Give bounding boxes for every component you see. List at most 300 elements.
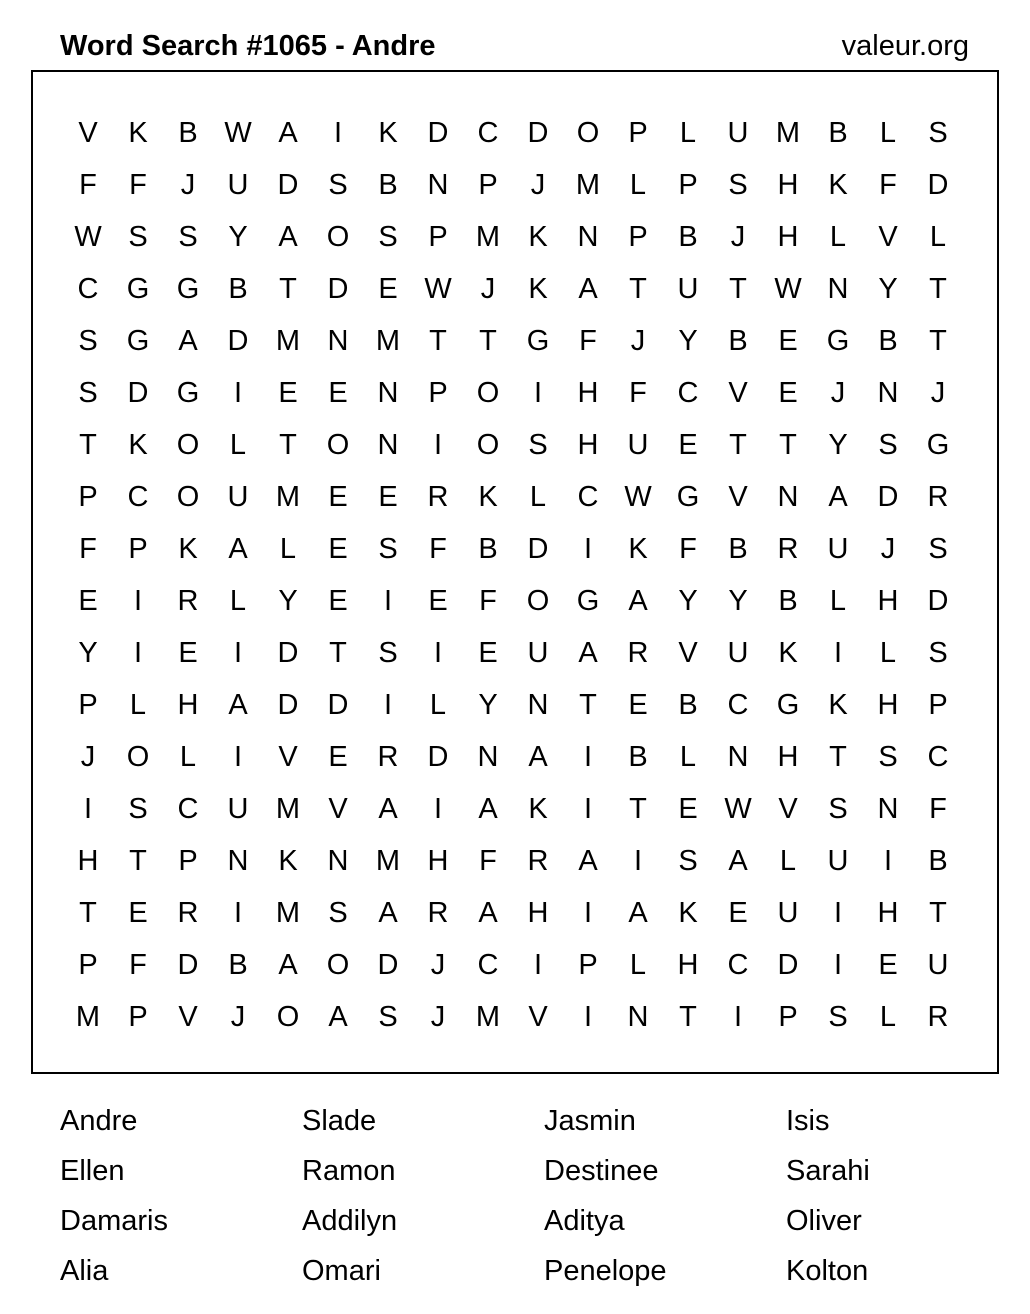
- grid-cell[interactable]: C: [927, 740, 949, 773]
- grid-cell[interactable]: I: [883, 844, 893, 877]
- grid-cell[interactable]: I: [733, 1000, 743, 1033]
- grid-cell[interactable]: L: [679, 740, 697, 773]
- grid-cell[interactable]: F: [929, 792, 947, 825]
- grid-cell[interactable]: P: [78, 480, 98, 513]
- grid-cell[interactable]: L: [829, 584, 847, 617]
- grid-cell[interactable]: N: [427, 168, 449, 201]
- grid-cell[interactable]: V: [178, 1000, 198, 1033]
- grid-cell[interactable]: T: [629, 272, 647, 305]
- grid-cell[interactable]: E: [328, 376, 348, 409]
- grid-cell[interactable]: I: [583, 792, 593, 825]
- grid-cell[interactable]: S: [828, 792, 848, 825]
- grid-cell[interactable]: K: [778, 636, 798, 669]
- grid-cell[interactable]: R: [627, 636, 649, 669]
- grid-cell[interactable]: C: [127, 480, 149, 513]
- grid-cell[interactable]: Y: [878, 272, 898, 305]
- grid-cell[interactable]: H: [577, 376, 599, 409]
- grid-cell[interactable]: K: [628, 532, 648, 565]
- grid-cell[interactable]: I: [433, 636, 443, 669]
- grid-cell[interactable]: A: [228, 532, 248, 565]
- grid-cell[interactable]: R: [427, 480, 449, 513]
- grid-cell[interactable]: M: [275, 324, 301, 357]
- grid-cell[interactable]: T: [729, 428, 747, 461]
- grid-cell[interactable]: I: [233, 636, 243, 669]
- grid-cell[interactable]: M: [775, 116, 801, 149]
- grid-cell[interactable]: V: [878, 220, 898, 253]
- grid-cell[interactable]: F: [629, 376, 647, 409]
- grid-cell[interactable]: H: [177, 688, 199, 721]
- grid-cell[interactable]: J: [430, 1000, 446, 1033]
- grid-cell[interactable]: K: [678, 896, 698, 929]
- grid-cell[interactable]: U: [627, 428, 649, 461]
- grid-cell[interactable]: M: [275, 480, 301, 513]
- grid-cell[interactable]: M: [575, 168, 601, 201]
- grid-cell[interactable]: F: [479, 844, 497, 877]
- grid-cell[interactable]: J: [930, 376, 946, 409]
- grid-cell[interactable]: O: [176, 428, 200, 461]
- grid-cell[interactable]: R: [427, 896, 449, 929]
- grid-cell[interactable]: F: [879, 168, 897, 201]
- grid-cell[interactable]: H: [777, 220, 799, 253]
- grid-cell[interactable]: D: [327, 272, 349, 305]
- grid-cell[interactable]: B: [178, 116, 198, 149]
- grid-cell[interactable]: G: [776, 688, 800, 721]
- grid-cell[interactable]: I: [583, 1000, 593, 1033]
- grid-cell[interactable]: N: [727, 740, 749, 773]
- grid-cell[interactable]: B: [728, 324, 748, 357]
- grid-cell[interactable]: O: [526, 584, 550, 617]
- grid-cell[interactable]: A: [478, 792, 498, 825]
- grid-cell[interactable]: J: [630, 324, 646, 357]
- grid-cell[interactable]: I: [133, 584, 143, 617]
- grid-cell[interactable]: H: [527, 896, 549, 929]
- grid-cell[interactable]: I: [233, 740, 243, 773]
- grid-cell[interactable]: V: [78, 116, 98, 149]
- grid-cell[interactable]: D: [277, 636, 299, 669]
- grid-cell[interactable]: B: [828, 116, 848, 149]
- grid-cell[interactable]: C: [177, 792, 199, 825]
- grid-cell[interactable]: J: [830, 376, 846, 409]
- grid-cell[interactable]: N: [477, 740, 499, 773]
- grid-cell[interactable]: J: [730, 220, 746, 253]
- grid-cell[interactable]: M: [375, 844, 401, 877]
- grid-cell[interactable]: E: [178, 636, 198, 669]
- grid-cell[interactable]: I: [533, 376, 543, 409]
- grid-cell[interactable]: D: [377, 948, 399, 981]
- grid-cell[interactable]: L: [879, 116, 897, 149]
- grid-cell[interactable]: Y: [478, 688, 498, 721]
- grid-cell[interactable]: E: [678, 792, 698, 825]
- grid-cell[interactable]: N: [327, 844, 349, 877]
- grid-cell[interactable]: D: [327, 688, 349, 721]
- grid-cell[interactable]: F: [129, 168, 147, 201]
- grid-cell[interactable]: E: [328, 532, 348, 565]
- grid-cell[interactable]: T: [479, 324, 497, 357]
- grid-cell[interactable]: F: [479, 584, 497, 617]
- grid-cell[interactable]: O: [476, 376, 500, 409]
- grid-cell[interactable]: G: [126, 272, 150, 305]
- grid-cell[interactable]: O: [326, 948, 350, 981]
- grid-cell[interactable]: V: [778, 792, 798, 825]
- grid-cell[interactable]: W: [774, 272, 802, 305]
- grid-cell[interactable]: M: [75, 1000, 101, 1033]
- grid-cell[interactable]: S: [378, 636, 398, 669]
- grid-cell[interactable]: J: [230, 1000, 246, 1033]
- grid-cell[interactable]: T: [679, 1000, 697, 1033]
- grid-cell[interactable]: M: [475, 220, 501, 253]
- grid-cell[interactable]: A: [178, 324, 198, 357]
- grid-cell[interactable]: P: [78, 948, 98, 981]
- grid-cell[interactable]: T: [779, 428, 797, 461]
- grid-cell[interactable]: U: [227, 168, 249, 201]
- grid-cell[interactable]: P: [778, 1000, 798, 1033]
- grid-cell[interactable]: V: [728, 480, 748, 513]
- grid-cell[interactable]: H: [427, 844, 449, 877]
- grid-cell[interactable]: B: [378, 168, 398, 201]
- grid-cell[interactable]: T: [929, 896, 947, 929]
- grid-cell[interactable]: U: [827, 844, 849, 877]
- grid-cell[interactable]: L: [229, 584, 247, 617]
- grid-cell[interactable]: R: [927, 1000, 949, 1033]
- grid-cell[interactable]: A: [378, 896, 398, 929]
- grid-cell[interactable]: D: [127, 376, 149, 409]
- grid-cell[interactable]: D: [427, 740, 449, 773]
- grid-cell[interactable]: A: [578, 636, 598, 669]
- grid-cell[interactable]: S: [878, 428, 898, 461]
- grid-cell[interactable]: G: [926, 428, 950, 461]
- grid-cell[interactable]: S: [878, 740, 898, 773]
- grid-cell[interactable]: A: [478, 896, 498, 929]
- grid-cell[interactable]: S: [78, 324, 98, 357]
- grid-cell[interactable]: Y: [678, 324, 698, 357]
- grid-cell[interactable]: G: [176, 272, 200, 305]
- grid-cell[interactable]: J: [530, 168, 546, 201]
- grid-cell[interactable]: S: [378, 220, 398, 253]
- grid-cell[interactable]: F: [429, 532, 447, 565]
- grid-cell[interactable]: S: [828, 1000, 848, 1033]
- grid-cell[interactable]: C: [727, 688, 749, 721]
- grid-cell[interactable]: I: [533, 948, 543, 981]
- grid-cell[interactable]: K: [528, 792, 548, 825]
- grid-cell[interactable]: U: [527, 636, 549, 669]
- grid-cell[interactable]: T: [279, 428, 297, 461]
- grid-cell[interactable]: L: [779, 844, 797, 877]
- grid-cell[interactable]: S: [378, 1000, 398, 1033]
- grid-cell[interactable]: E: [678, 428, 698, 461]
- grid-cell[interactable]: T: [579, 688, 597, 721]
- grid-cell[interactable]: P: [78, 688, 98, 721]
- grid-cell[interactable]: L: [679, 116, 697, 149]
- grid-cell[interactable]: H: [77, 844, 99, 877]
- grid-cell[interactable]: U: [827, 532, 849, 565]
- grid-cell[interactable]: E: [328, 480, 348, 513]
- grid-cell[interactable]: R: [527, 844, 549, 877]
- grid-cell[interactable]: C: [727, 948, 749, 981]
- grid-cell[interactable]: O: [576, 116, 600, 149]
- grid-cell[interactable]: T: [929, 324, 947, 357]
- grid-cell[interactable]: I: [833, 948, 843, 981]
- grid-cell[interactable]: G: [676, 480, 700, 513]
- grid-cell[interactable]: K: [478, 480, 498, 513]
- grid-cell[interactable]: D: [277, 168, 299, 201]
- grid-cell[interactable]: N: [827, 272, 849, 305]
- grid-cell[interactable]: R: [177, 896, 199, 929]
- grid-cell[interactable]: J: [180, 168, 196, 201]
- grid-cell[interactable]: E: [378, 480, 398, 513]
- grid-cell[interactable]: H: [777, 168, 799, 201]
- grid-cell[interactable]: O: [126, 740, 150, 773]
- grid-cell[interactable]: I: [583, 740, 593, 773]
- grid-cell[interactable]: D: [527, 532, 549, 565]
- grid-cell[interactable]: M: [475, 1000, 501, 1033]
- grid-cell[interactable]: A: [278, 948, 298, 981]
- grid-cell[interactable]: K: [278, 844, 298, 877]
- grid-cell[interactable]: G: [526, 324, 550, 357]
- grid-cell[interactable]: N: [527, 688, 549, 721]
- grid-cell[interactable]: K: [128, 116, 148, 149]
- grid-cell[interactable]: T: [129, 844, 147, 877]
- grid-cell[interactable]: E: [428, 584, 448, 617]
- grid-cell[interactable]: O: [326, 220, 350, 253]
- grid-cell[interactable]: I: [433, 792, 443, 825]
- grid-cell[interactable]: P: [578, 948, 598, 981]
- grid-cell[interactable]: A: [328, 1000, 348, 1033]
- grid-cell[interactable]: U: [677, 272, 699, 305]
- grid-cell[interactable]: K: [828, 688, 848, 721]
- grid-cell[interactable]: O: [326, 428, 350, 461]
- grid-cell[interactable]: S: [678, 844, 698, 877]
- grid-cell[interactable]: D: [427, 116, 449, 149]
- grid-cell[interactable]: F: [579, 324, 597, 357]
- grid-cell[interactable]: N: [877, 376, 899, 409]
- grid-cell[interactable]: L: [929, 220, 947, 253]
- grid-cell[interactable]: F: [79, 168, 97, 201]
- grid-cell[interactable]: T: [929, 272, 947, 305]
- grid-cell[interactable]: B: [928, 844, 948, 877]
- grid-cell[interactable]: S: [178, 220, 198, 253]
- grid-cell[interactable]: M: [275, 896, 301, 929]
- grid-cell[interactable]: F: [679, 532, 697, 565]
- grid-cell[interactable]: V: [528, 1000, 548, 1033]
- grid-cell[interactable]: N: [227, 844, 249, 877]
- grid-cell[interactable]: N: [777, 480, 799, 513]
- grid-cell[interactable]: S: [928, 636, 948, 669]
- grid-cell[interactable]: S: [528, 428, 548, 461]
- grid-cell[interactable]: F: [129, 948, 147, 981]
- grid-cell[interactable]: O: [176, 480, 200, 513]
- grid-cell[interactable]: B: [728, 532, 748, 565]
- grid-cell[interactable]: P: [628, 220, 648, 253]
- grid-cell[interactable]: D: [777, 948, 799, 981]
- grid-cell[interactable]: C: [77, 272, 99, 305]
- grid-cell[interactable]: U: [227, 792, 249, 825]
- grid-cell[interactable]: S: [928, 116, 948, 149]
- grid-cell[interactable]: D: [877, 480, 899, 513]
- grid-cell[interactable]: D: [927, 168, 949, 201]
- grid-cell[interactable]: O: [276, 1000, 300, 1033]
- grid-cell[interactable]: L: [279, 532, 297, 565]
- grid-cell[interactable]: K: [528, 220, 548, 253]
- grid-cell[interactable]: P: [128, 532, 148, 565]
- grid-cell[interactable]: A: [278, 220, 298, 253]
- grid-cell[interactable]: L: [879, 1000, 897, 1033]
- grid-cell[interactable]: S: [128, 220, 148, 253]
- grid-cell[interactable]: A: [278, 116, 298, 149]
- grid-cell[interactable]: R: [777, 532, 799, 565]
- grid-cell[interactable]: L: [529, 480, 547, 513]
- grid-cell[interactable]: M: [275, 792, 301, 825]
- grid-cell[interactable]: Y: [728, 584, 748, 617]
- grid-cell[interactable]: L: [429, 688, 447, 721]
- grid-cell[interactable]: A: [828, 480, 848, 513]
- grid-cell[interactable]: Y: [228, 220, 248, 253]
- grid-cell[interactable]: E: [278, 376, 298, 409]
- grid-cell[interactable]: B: [878, 324, 898, 357]
- grid-cell[interactable]: T: [279, 272, 297, 305]
- grid-cell[interactable]: C: [577, 480, 599, 513]
- grid-cell[interactable]: L: [229, 428, 247, 461]
- grid-cell[interactable]: C: [477, 116, 499, 149]
- grid-cell[interactable]: I: [233, 376, 243, 409]
- grid-cell[interactable]: E: [728, 896, 748, 929]
- grid-cell[interactable]: D: [177, 948, 199, 981]
- grid-cell[interactable]: S: [328, 896, 348, 929]
- grid-cell[interactable]: P: [478, 168, 498, 201]
- grid-cell[interactable]: S: [328, 168, 348, 201]
- grid-cell[interactable]: P: [628, 116, 648, 149]
- grid-cell[interactable]: A: [628, 896, 648, 929]
- grid-cell[interactable]: S: [728, 168, 748, 201]
- grid-cell[interactable]: C: [477, 948, 499, 981]
- grid-cell[interactable]: H: [877, 584, 899, 617]
- grid-cell[interactable]: D: [227, 324, 249, 357]
- grid-cell[interactable]: U: [777, 896, 799, 929]
- grid-cell[interactable]: W: [74, 220, 102, 253]
- grid-cell[interactable]: D: [277, 688, 299, 721]
- grid-cell[interactable]: B: [228, 272, 248, 305]
- grid-cell[interactable]: P: [428, 220, 448, 253]
- grid-cell[interactable]: I: [133, 636, 143, 669]
- grid-cell[interactable]: K: [528, 272, 548, 305]
- grid-cell[interactable]: I: [583, 532, 593, 565]
- grid-cell[interactable]: F: [79, 532, 97, 565]
- grid-cell[interactable]: S: [128, 792, 148, 825]
- grid-cell[interactable]: A: [628, 584, 648, 617]
- grid-cell[interactable]: D: [527, 116, 549, 149]
- grid-cell[interactable]: T: [629, 792, 647, 825]
- grid-cell[interactable]: R: [377, 740, 399, 773]
- grid-cell[interactable]: K: [378, 116, 398, 149]
- grid-cell[interactable]: N: [627, 1000, 649, 1033]
- grid-cell[interactable]: A: [228, 688, 248, 721]
- grid-cell[interactable]: G: [826, 324, 850, 357]
- grid-cell[interactable]: I: [383, 584, 393, 617]
- grid-cell[interactable]: I: [83, 792, 93, 825]
- grid-cell[interactable]: L: [179, 740, 197, 773]
- grid-cell[interactable]: N: [327, 324, 349, 357]
- grid-cell[interactable]: E: [378, 272, 398, 305]
- grid-cell[interactable]: L: [879, 636, 897, 669]
- grid-cell[interactable]: R: [927, 480, 949, 513]
- grid-cell[interactable]: V: [278, 740, 298, 773]
- grid-cell[interactable]: B: [778, 584, 798, 617]
- grid-cell[interactable]: E: [778, 376, 798, 409]
- grid-cell[interactable]: B: [678, 220, 698, 253]
- grid-cell[interactable]: I: [333, 116, 343, 149]
- grid-cell[interactable]: T: [429, 324, 447, 357]
- grid-cell[interactable]: B: [628, 740, 648, 773]
- grid-cell[interactable]: C: [677, 376, 699, 409]
- grid-cell[interactable]: U: [227, 480, 249, 513]
- grid-cell[interactable]: I: [633, 844, 643, 877]
- grid-cell[interactable]: L: [129, 688, 147, 721]
- grid-cell[interactable]: V: [328, 792, 348, 825]
- grid-cell[interactable]: T: [729, 272, 747, 305]
- grid-cell[interactable]: S: [78, 376, 98, 409]
- grid-cell[interactable]: A: [578, 844, 598, 877]
- grid-cell[interactable]: Y: [278, 584, 298, 617]
- grid-cell[interactable]: H: [577, 428, 599, 461]
- grid-cell[interactable]: H: [677, 948, 699, 981]
- grid-cell[interactable]: E: [628, 688, 648, 721]
- grid-cell[interactable]: T: [79, 428, 97, 461]
- grid-cell[interactable]: J: [80, 740, 96, 773]
- grid-cell[interactable]: A: [378, 792, 398, 825]
- grid-cell[interactable]: K: [128, 428, 148, 461]
- grid-cell[interactable]: U: [727, 636, 749, 669]
- grid-cell[interactable]: I: [583, 896, 593, 929]
- grid-cell[interactable]: P: [678, 168, 698, 201]
- grid-cell[interactable]: N: [377, 428, 399, 461]
- grid-cell[interactable]: U: [927, 948, 949, 981]
- grid-cell[interactable]: A: [728, 844, 748, 877]
- grid-cell[interactable]: P: [928, 688, 948, 721]
- grid-cell[interactable]: V: [678, 636, 698, 669]
- grid-cell[interactable]: S: [928, 532, 948, 565]
- grid-cell[interactable]: W: [724, 792, 752, 825]
- grid-cell[interactable]: L: [629, 168, 647, 201]
- grid-cell[interactable]: E: [128, 896, 148, 929]
- grid-cell[interactable]: Y: [828, 428, 848, 461]
- grid-cell[interactable]: Y: [78, 636, 98, 669]
- grid-cell[interactable]: K: [828, 168, 848, 201]
- grid-cell[interactable]: D: [927, 584, 949, 617]
- grid-cell[interactable]: B: [228, 948, 248, 981]
- grid-cell[interactable]: Y: [678, 584, 698, 617]
- grid-cell[interactable]: E: [328, 584, 348, 617]
- grid-cell[interactable]: J: [880, 532, 896, 565]
- grid-cell[interactable]: B: [478, 532, 498, 565]
- grid-cell[interactable]: P: [178, 844, 198, 877]
- grid-cell[interactable]: N: [877, 792, 899, 825]
- grid-cell[interactable]: I: [233, 896, 243, 929]
- grid-cell[interactable]: H: [877, 896, 899, 929]
- grid-cell[interactable]: V: [728, 376, 748, 409]
- grid-cell[interactable]: E: [778, 324, 798, 357]
- grid-cell[interactable]: G: [576, 584, 600, 617]
- grid-cell[interactable]: P: [128, 1000, 148, 1033]
- grid-cell[interactable]: A: [578, 272, 598, 305]
- grid-cell[interactable]: T: [829, 740, 847, 773]
- grid-cell[interactable]: W: [624, 480, 652, 513]
- grid-cell[interactable]: W: [224, 116, 252, 149]
- grid-cell[interactable]: W: [424, 272, 452, 305]
- grid-cell[interactable]: I: [383, 688, 393, 721]
- grid-cell[interactable]: N: [377, 376, 399, 409]
- grid-cell[interactable]: E: [78, 584, 98, 617]
- grid-cell[interactable]: H: [877, 688, 899, 721]
- grid-cell[interactable]: J: [430, 948, 446, 981]
